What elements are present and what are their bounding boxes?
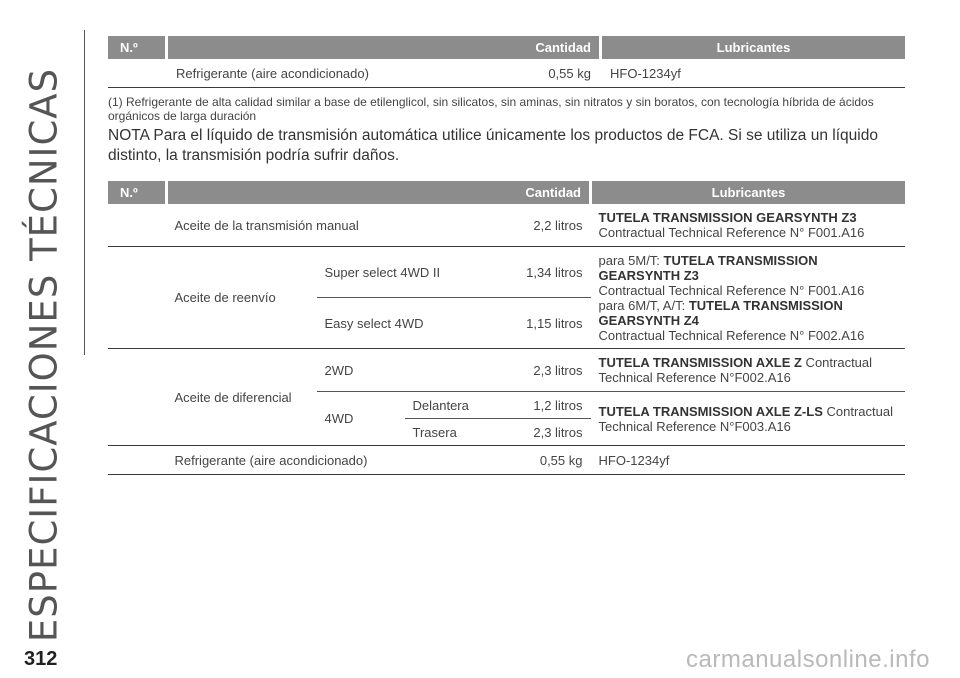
table-row-manual bbox=[108, 204, 905, 247]
item-manual: Aceite de la transmisión manual bbox=[167, 204, 509, 247]
lub-2wd-ref: Contractual Technical Reference N°F002.A16 bbox=[598, 355, 873, 385]
lub-2wd bbox=[591, 349, 906, 392]
watermark: carmanualsonline.info bbox=[686, 646, 930, 673]
sub-trasera: Trasera bbox=[405, 419, 509, 446]
qty-easy-select: 1,15 litros bbox=[509, 298, 591, 349]
lub-reenvio-product-1: TUTELA TRANSMISSION GEARSYNTH Z3 bbox=[598, 252, 818, 283]
table-header-row bbox=[108, 181, 905, 204]
side-section-title-text: ESPECIFICACIONES TÉCNICAS bbox=[22, 67, 66, 643]
qty-trasera: 2,3 litros bbox=[509, 419, 591, 446]
qty-manual: 2,2 litros bbox=[509, 204, 591, 247]
table-row-reenvio-1 bbox=[108, 247, 905, 298]
item-refrigerante: Refrigerante (aire acondicionado) bbox=[168, 59, 508, 88]
qty-refrigerante: 0,55 kg bbox=[511, 59, 599, 88]
qty-delantera: 1,2 litros bbox=[509, 392, 591, 419]
lub-manual-ref: Contractual Technical Reference N° F001.A16 bbox=[598, 225, 865, 240]
lub-manual bbox=[591, 204, 906, 247]
lub-manual-product: TUTELA TRANSMISSION GEARSYNTH Z3 bbox=[598, 210, 857, 225]
lub-4wd bbox=[591, 392, 906, 446]
lubricants-table-2 bbox=[108, 181, 905, 475]
lub-reenvio-product-2: TUTELA TRANSMISSION GEARSYNTH Z4 bbox=[598, 297, 843, 328]
page-number: 312 bbox=[24, 648, 58, 670]
sub-2wd: 2WD bbox=[317, 349, 509, 392]
sub-easy-select: Easy select 4WD bbox=[317, 298, 509, 349]
header-no: N.º bbox=[108, 181, 167, 204]
header-no: N.º bbox=[108, 36, 165, 59]
sub-super-select: Super select 4WD II bbox=[317, 247, 509, 298]
footnote: (1) Refrigerante de alta calidad similar a base de etilenglicol, sin silicatos, sin aminas, sin nitratos y sin boratos, con tecnología híbrida de ácidos orgánicos de larga duración bbox=[108, 95, 874, 123]
table-row-diferencial-2wd bbox=[108, 349, 905, 392]
table-header-row bbox=[108, 36, 905, 59]
header-cantidad: Cantidad bbox=[167, 181, 591, 204]
lub-2wd-product: TUTELA TRANSMISSION AXLE Z bbox=[598, 355, 802, 370]
item-refrigerante-2: Refrigerante (aire acondicionado) bbox=[167, 446, 509, 475]
lub-4wd-ref: Contractual Technical Reference N°F003.A16 bbox=[598, 403, 893, 434]
item-diferencial: Aceite de diferencial bbox=[167, 349, 317, 446]
sub-delantera: Delantera bbox=[405, 392, 509, 419]
lub-reenvio-prefix-2: para 6M/T, A/T: bbox=[598, 297, 689, 313]
table-row bbox=[108, 59, 905, 88]
qty-2wd: 2,3 litros bbox=[509, 349, 591, 392]
qty-super-select: 1,34 litros bbox=[509, 247, 591, 298]
lubricants-table-1 bbox=[108, 36, 905, 88]
lub-refrigerante: HFO-1234yf bbox=[602, 59, 905, 88]
lub-4wd-product: TUTELA TRANSMISSION AXLE Z-LS bbox=[598, 403, 823, 419]
lub-refrigerante-2: HFO-1234yf bbox=[591, 446, 906, 475]
lub-reenvio-ref-1: Contractual Technical Reference N° F001.A16 bbox=[598, 282, 865, 298]
header-cantidad: Cantidad bbox=[168, 36, 599, 59]
lub-reenvio bbox=[591, 247, 906, 349]
item-reenvio: Aceite de reenvío bbox=[167, 247, 317, 349]
lub-reenvio-prefix-1: para 5M/T: bbox=[598, 252, 664, 268]
qty-refrigerante-2: 0,55 kg bbox=[509, 446, 591, 475]
sub-4wd: 4WD bbox=[317, 392, 405, 446]
side-divider bbox=[84, 30, 85, 355]
table-row-refrigerante bbox=[108, 446, 905, 475]
lub-reenvio-ref-2: Contractual Technical Reference N° F002.A16 bbox=[598, 327, 865, 343]
nota-warning: NOTA Para el líquido de transmisión automática utilice únicamente los productos de FCA. Si se utiliza un líquido distinto, la transmisión podría sufrir daños. bbox=[108, 127, 878, 164]
header-lubricantes: Lubricantes bbox=[591, 181, 906, 204]
header-lubricantes: Lubricantes bbox=[602, 36, 905, 59]
